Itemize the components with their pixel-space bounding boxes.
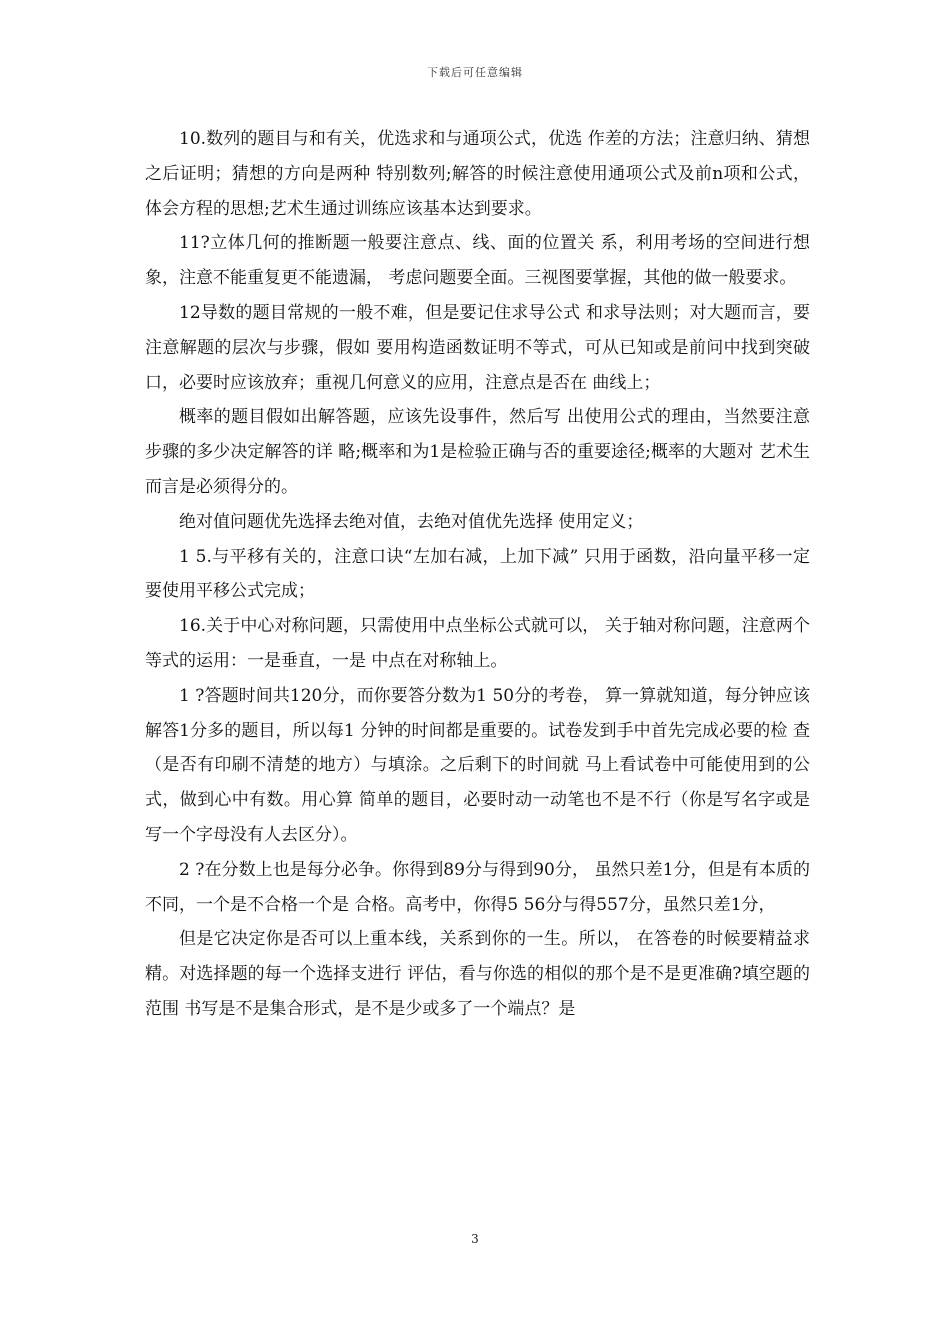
paragraph-probability: 概率的题目假如出解答题，应该先设事件，然后写 出使用公式的理由，当然要注意步骤的多少决定解答的详 略;概率和为1是检验正确与否的重要途径;概率的大题对 艺术生而言是必须得分的。 [145, 407, 810, 497]
paragraph-16-symmetry: 16.关于中心对称问题，只需使用中点坐标公式就可以， 关于轴对称问题，注意两个等式的运用：一是垂直，一是 中点在对称轴上。 [145, 616, 810, 671]
document-body [145, 122, 810, 1027]
paragraph-11-solid-geometry: 11?立体几何的推断题一般要注意点、线、面的位置关 系，利用考场的空间进行想象，注意不能重复更不能遗漏， 考虑问题要全面。三视图要掌握，其他的做一般要求。 [145, 233, 810, 289]
paragraph-12-derivatives: 12导数的题目常规的一般不难，但是要记住求导公式 和求导法则；对大题而言，要注意解题的层次与步骤，假如 要用构造函数证明不等式，可从已知或是前问中找到突破 口，必要时应该放弃；重视几何意义的应用，注意点是否在 曲线上； [145, 302, 810, 393]
paragraph-precision: 但是它决定你是否可以上重本线，关系到你的一生。所以， 在答卷的时候要精益求精。对选择题的每一个选择支进行 评估，看与你选的相似的那个是不是更准确?填空题的范围 书写是不是集合形式，是不是少或多了一个端点？是 [145, 929, 810, 1019]
page-header: 下载后可任意编辑 [427, 66, 523, 79]
paragraph-absolute-value: 绝对值问题优先选择去绝对值，去绝对值优先选择 使用定义； [179, 511, 644, 532]
paragraph-10-sequences: 10.数列的题目与和有关，优选求和与通项公式，优选 作差的方法；注意归纳、猜想之后证明；猜想的方向是两种 特别数列;解答的时候注意使用通项公式及前n项和公式， 体会方程的思想;艺术生通过训练应该基本达到要求。 [145, 129, 810, 219]
paragraph-answer-time: 1 ?答题时间共120分，而你要答分数为1 50分的考卷， 算一算就知道，每分钟应该解答1分多的题目，所以每1 分钟的时间都是重要的。试卷发到手中首先完成必要的检 查（是否有印刷不清楚的地方）与填涂。之后剩下的时间就 马上看试卷中可能使用到的公式，做到心中有数。用心算 简单的题目，必要时动一动笔也不是不行（你是写名字或是 写一个字母没有人去区分）。 [145, 685, 810, 845]
page-number: 3 [471, 1232, 479, 1246]
paragraph-15-translation: 1 5.与平移有关的，注意口诀“左加右减，上加下减” 只用于函数，沿向量平移一定要使用平移公式完成； [145, 546, 810, 602]
paragraph-every-point: 2 ?在分数上也是每分必争。你得到89分与得到90分， 虽然只差1分，但是有本质的不同，一个是不合格一个是 合格。高考中，你得5 56分与得557分，虽然只差1分， [145, 859, 810, 915]
